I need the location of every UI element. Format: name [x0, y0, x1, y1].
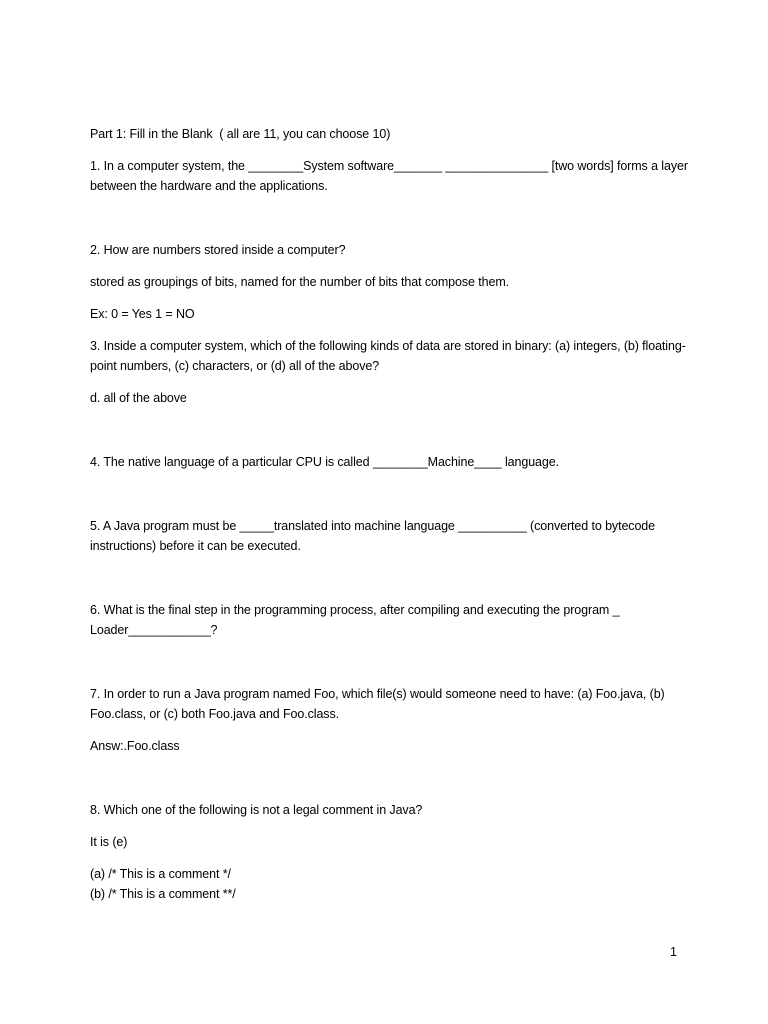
answer-2-line-2: Ex: 0 = Yes 1 = NO: [90, 307, 195, 321]
page-number: 1: [670, 945, 677, 959]
answer-8: It is (e): [90, 835, 128, 849]
answer-2-line-1: stored as groupings of bits, named for the number of bits that compose them.: [90, 275, 510, 289]
comment-option-a: (a) /* This is a comment */: [90, 867, 231, 881]
answer-7: Answ:.Foo.class: [90, 739, 180, 753]
answer-3: d. all of the above: [90, 391, 187, 405]
question-8: 8. Which one of the following is not a legal comment in Java?: [90, 803, 423, 817]
question-7: 7. In order to run a Java program named Foo, which file(s) would someone need to have: (a) Foo.java, (b) Foo.class, or (c) both Foo.java and Foo.class.: [90, 687, 668, 721]
page-content: [90, 124, 690, 904]
question-1: 1. In a computer system, the ________System software_______ _______________ [two words] forms a layer between the hardware and the applications.: [90, 159, 692, 193]
comment-option-b: (b) /* This is a comment **/: [90, 887, 236, 901]
question-5: 5. A Java program must be _____translated into machine language __________ (converted to bytecode instructions) before it can be executed.: [90, 519, 659, 553]
section-heading: Part 1: Fill in the Blank ( all are 11, you can choose 10): [90, 127, 391, 141]
question-4: 4. The native language of a particular CPU is called ________Machine____ language.: [90, 455, 559, 469]
comment-options: [90, 864, 690, 904]
question-3: 3. Inside a computer system, which of the following kinds of data are stored in binary: (a) integers, (b) floating-point numbers, (c) characters, or (d) all of the above?: [90, 339, 686, 373]
question-6: 6. What is the final step in the programming process, after compiling and executing the program _ Loader____________?: [90, 603, 623, 637]
question-2: 2. How are numbers stored inside a computer?: [90, 243, 346, 257]
